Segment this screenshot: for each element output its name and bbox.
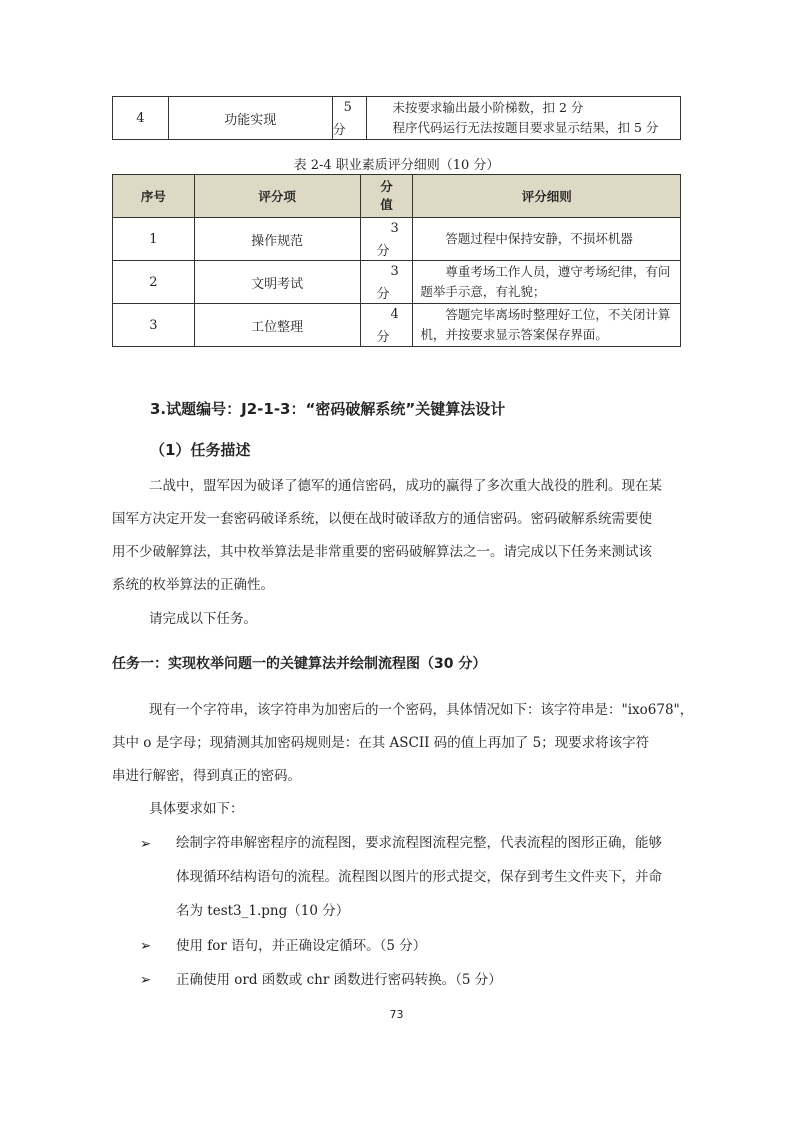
row-score	[360, 304, 413, 347]
detail-line: 答题完毕离场时整理好工位，不关闭计算	[445, 307, 671, 322]
row-item: 功能实现	[168, 97, 332, 140]
subsection-title: （1）任务描述	[150, 441, 251, 459]
score-value: 3	[390, 221, 399, 236]
score-unit: 分	[376, 287, 390, 302]
row-detail	[413, 261, 681, 304]
paragraph-line: 用不少破解算法，其中枚举算法是非常重要的密码破解算法之一。请完成以下任务来测试该	[112, 544, 652, 560]
page-number: 73	[389, 1008, 404, 1021]
row-score	[332, 97, 366, 140]
score-value: 4	[390, 307, 399, 322]
bullet-icon: ➢	[140, 972, 152, 988]
intro-paragraph	[112, 470, 682, 602]
header-item: 评分项	[194, 175, 360, 218]
row-number: 2	[113, 261, 195, 304]
header-score	[360, 175, 413, 218]
table-row	[113, 304, 681, 347]
paragraph-line: 系统的枚举算法的正确性。	[112, 577, 274, 593]
row-detail	[366, 97, 681, 140]
paragraph-line: 二战中，盟军因为破译了德军的通信密码，成功的赢得了多次重大战役的胜利。现在某	[149, 478, 662, 494]
header-detail: 评分细则	[413, 175, 681, 218]
detail-line: 机，并按要求显示答案保存界面。	[420, 327, 608, 342]
bullet-line: 正确使用 ord 函数或 chr 函数进行密码转换。（5 分）	[176, 972, 502, 988]
bullet-item	[176, 963, 502, 997]
header-score-a: 分	[380, 179, 393, 194]
detail-line: 题举手示意，有礼貌；	[420, 284, 546, 299]
detail-line: 答题过程中保持安静，不损坏机器	[445, 231, 633, 246]
quality-scoring-table	[112, 174, 681, 347]
paragraph-line: 串进行解密，得到真正的密码。	[112, 768, 301, 784]
paragraph-line: 其中 o 是字母；现猜测其加密码规则是：在其 ASCII 码的值上再加了 5；现要求将该字符	[112, 735, 650, 751]
detail-line: 尊重考场工作人员，遵守考场纪律，有问	[445, 264, 671, 279]
score-value: 3	[390, 264, 399, 279]
scoring-table-fragment	[112, 96, 681, 140]
bullet-item	[176, 826, 662, 928]
row-item: 操作规范	[194, 218, 360, 261]
header-score-b: 值	[380, 197, 393, 212]
instruction-text: 请完成以下任务。	[149, 611, 257, 627]
bullet-line: 名为 test3_1.png（10 分）	[176, 903, 350, 919]
requirements-intro: 具体要求如下：	[149, 801, 244, 817]
bullet-line: 使用 for 语句，并正确设定循环。（5 分）	[176, 938, 427, 954]
header-no: 序号	[113, 175, 195, 218]
row-item: 文明考试	[194, 261, 360, 304]
row-score	[360, 261, 413, 304]
row-number: 1	[113, 218, 195, 261]
row-item: 工位整理	[194, 304, 360, 347]
bullet-icon: ➢	[140, 938, 152, 954]
score-unit: 分	[332, 123, 346, 138]
paragraph-line: 国军方决定开发一套密码破译系统，以便在战时破译敌方的通信密码。密码破解系统需要使	[112, 511, 652, 527]
bullet-icon: ➢	[140, 836, 152, 852]
paragraph-line: 现有一个字符串，该字符串为加密后的一个密码，具体情况如下：该字符串是："ixo678"，	[149, 702, 694, 718]
task-paragraph	[112, 694, 694, 793]
table-row	[113, 97, 681, 140]
bullet-line: 体现循环结构语句的流程。流程图以图片的形式提交，保存到考生文件夹下，并命	[176, 869, 662, 885]
section-title: 3.试题编号：J2-1-3：“密码破解系统”关键算法设计	[150, 400, 506, 418]
score-value: 5	[343, 100, 352, 115]
task-title: 任务一：实现枚举问题一的关键算法并绘制流程图（30 分）	[112, 656, 487, 672]
table-row	[113, 261, 681, 304]
score-unit: 分	[376, 244, 390, 259]
row-number: 4	[113, 97, 169, 140]
table-caption: 表 2-4 职业素质评分细则（10 分）	[293, 158, 500, 173]
bullet-line: 绘制字符串解密程序的流程图，要求流程图流程完整，代表流程的图形正确，能够	[176, 835, 662, 851]
table-header-row	[113, 175, 681, 218]
detail-line: 程序代码运行无法按题目要求显示结果，扣 5 分	[392, 120, 659, 135]
row-number: 3	[113, 304, 195, 347]
table-row	[113, 218, 681, 261]
score-unit: 分	[376, 330, 390, 345]
row-detail	[413, 218, 681, 261]
row-score	[360, 218, 413, 261]
row-detail	[413, 304, 681, 347]
bullet-item	[176, 929, 426, 963]
detail-line: 未按要求输出最小阶梯数，扣 2 分	[392, 100, 584, 115]
